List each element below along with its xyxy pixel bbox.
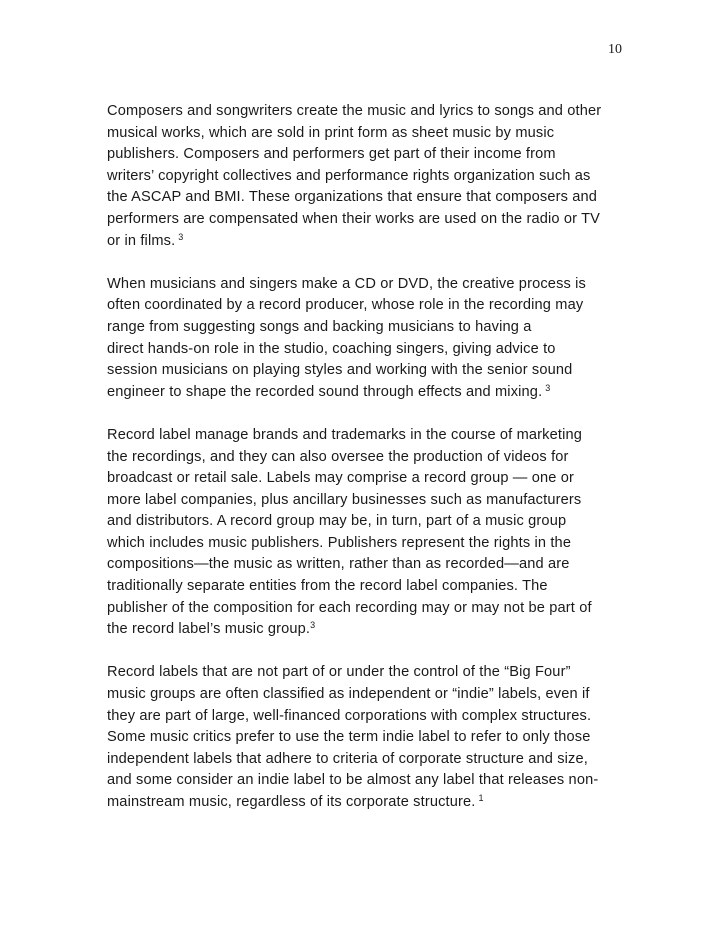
footnote-reference: 3 (545, 382, 551, 393)
text-line-last (107, 231, 627, 253)
text-line: writers’ copyright collectives and performance rights organization such as (107, 167, 591, 184)
text-line: publishers. Composers and performers get part of their income from (107, 146, 556, 163)
text-line: range from suggesting songs and backing musicians to having a (107, 318, 532, 335)
paragraph-producers (107, 274, 627, 404)
text-line: the recordings, and they can also oversee the production of videos for (107, 448, 569, 465)
text-line: often coordinated by a record producer, whose role in the recording may (107, 297, 584, 314)
text-line: which includes music publishers. Publishers represent the rights in the (107, 534, 572, 551)
text-line: more label companies, plus ancillary businesses such as manufacturers (107, 491, 582, 508)
text-line-last (107, 792, 627, 814)
text-line-last (107, 619, 627, 641)
footnote-reference: 3 (178, 231, 184, 242)
text-line: publisher of the composition for each recording may or may not be part of (107, 599, 592, 616)
text-line: Record label manage brands and trademarks in the course of marketing (107, 426, 583, 443)
page-number: 10 (608, 42, 622, 57)
text-line: Record labels that are not part of or under the control of the “Big Four” (107, 664, 571, 681)
text-line: musical works, which are sold in print form as sheet music by music (107, 124, 555, 141)
text-line: Composers and songwriters create the music and lyrics to songs and other (107, 103, 602, 119)
text-line: and some consider an indie label to be almost any label that releases non- (107, 772, 599, 789)
text-line-content: or in films. (107, 232, 176, 249)
footnote-reference: 1 (478, 793, 484, 803)
text-line: they are part of large, well-financed corporations with complex structures. (107, 707, 592, 724)
text-line-content: engineer to shape the recorded sound through effects and mixing. (107, 383, 543, 400)
paragraph-indie-labels (107, 662, 627, 813)
text-line-last (107, 382, 627, 404)
paragraph-composers (107, 101, 627, 252)
text-line: the ASCAP and BMI. These organizations that ensure that composers and (107, 189, 598, 206)
text-line: Some music critics prefer to use the term indie label to refer to only those (107, 729, 591, 746)
text-line: When musicians and singers make a CD or DVD, the creative process is (107, 275, 587, 292)
text-line-content: mainstream music, regardless of its corporate structure. (107, 794, 476, 810)
text-line: session musicians on playing styles and working with the senior sound (107, 362, 573, 379)
text-line: and distributors. A record group may be, in turn, part of a music group (107, 513, 567, 530)
text-line: independent labels that adhere to criteria of corporate structure and size, (107, 750, 588, 767)
body-text (107, 101, 627, 835)
footnote-reference: 3 (310, 620, 316, 631)
paragraph-record-labels (107, 425, 627, 641)
text-line: direct hands-on role in the studio, coaching singers, giving advice to (107, 340, 556, 357)
text-line: broadcast or retail sale. Labels may comprise a record group — one or (107, 470, 575, 487)
text-line: music groups are often classified as independent or “indie” labels, even if (107, 686, 590, 703)
text-line-content: the record label’s music group. (107, 621, 311, 638)
text-line: traditionally separate entities from the record label companies. The (107, 578, 548, 595)
text-line: compositions—the music as written, rather than as recorded—and are (107, 556, 570, 573)
text-line: performers are compensated when their works are used on the radio or TV (107, 210, 601, 227)
